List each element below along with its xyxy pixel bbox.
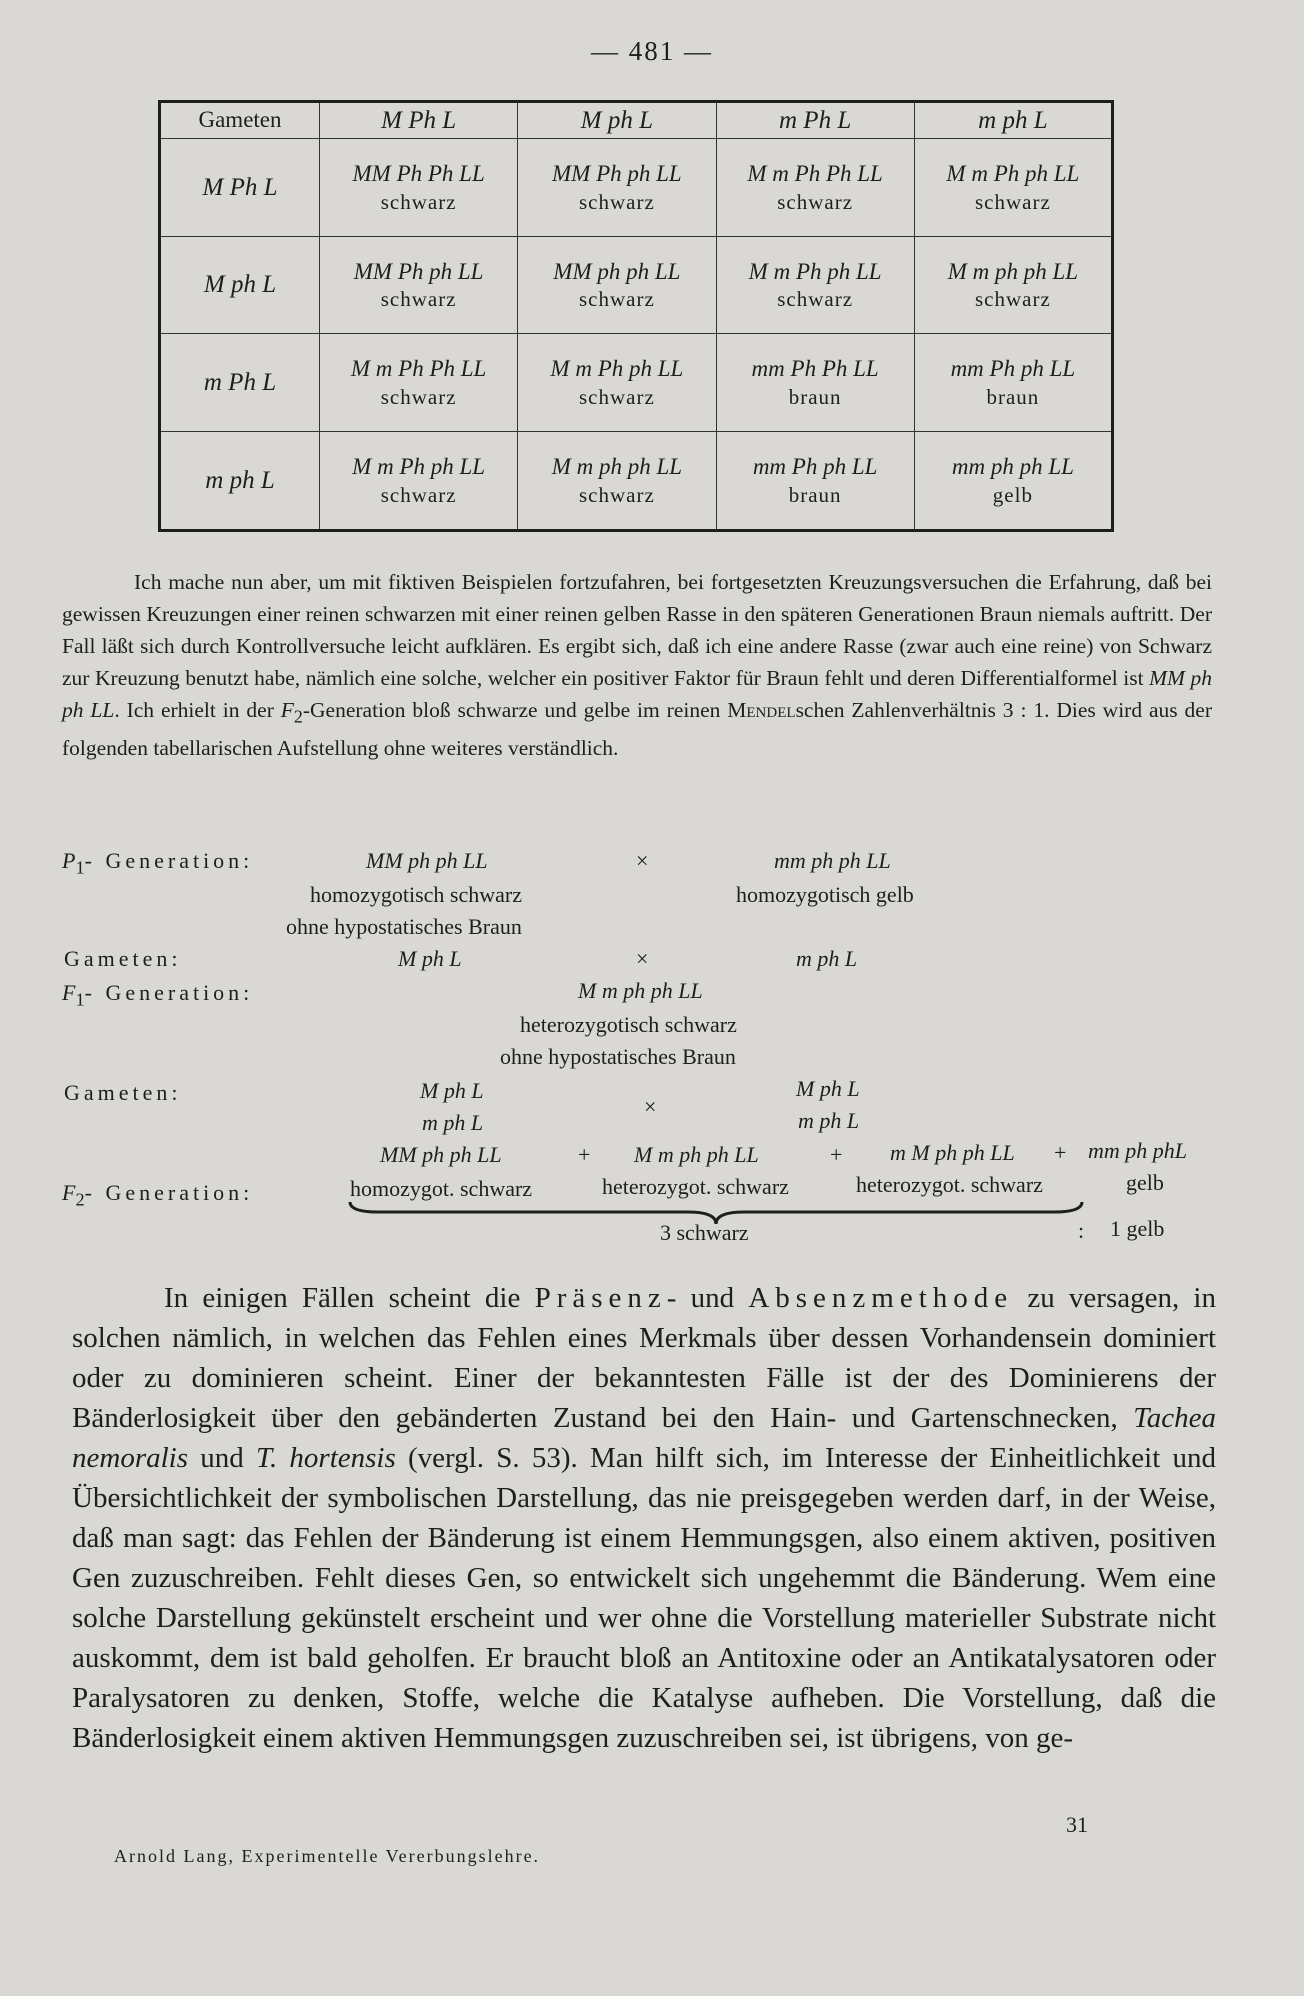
f2-description-2: heterozygot. schwarz <box>602 1174 789 1199</box>
ratio-black: 3 schwarz <box>660 1220 749 1245</box>
label-text: - Generation: <box>84 980 254 1005</box>
author-name: Mendel <box>727 698 796 722</box>
plus-sign: + <box>578 1142 591 1167</box>
table-cell <box>518 334 716 432</box>
signature-mark: 31 <box>1066 1812 1088 1837</box>
row-gamete: m ph L <box>160 431 320 530</box>
genotype-formula: MM ph ph LL <box>553 258 681 284</box>
text-run: (vergl. S. 53). Man hilft sich, im Interesse der Einheitlichkeit und Übersichtlichkeit der symbolischen Darstellung, das nie preisgegeben werden darf, in der Weise, daß man sagt: das Fehlen der Bänderung ist einem Hemmungsgen, also einem aktiven, positiven Gen zuzuschreiben. Fehlt dieses Gen, so entwickelt sich ungehemmt die Bänderung. Wem eine solche Darstellung gekünstelt erscheint und wer ohne die Vorstellung materieller Substrate nicht auskommt, dem ist bald geholfen. Er braucht bloß an Antitoxine oder an Antikatalysatoren oder Paralysatoren zu denken, Stoffe, welche die Katalyse aufheben. Die Vorstellung, daß die Bänderlosigkeit einem aktiven Hemmungsgen zuzuschreiben sei, ist übrigens, von ge- <box>72 1442 1216 1754</box>
gamete-right: m ph L <box>796 946 858 971</box>
generation-symbol: F <box>280 698 294 722</box>
times-sign: × <box>636 848 649 873</box>
footer-title: Arnold Lang, Experimentelle Vererbungslehre. <box>114 1846 541 1866</box>
phenotype-color: schwarz <box>578 482 655 507</box>
generation-symbol: P <box>62 848 76 873</box>
f2-formula-1: MM ph ph LL <box>380 1142 502 1167</box>
table-cell <box>914 236 1112 334</box>
p1-right-description: homozygotisch gelb <box>736 882 914 907</box>
table-cell <box>518 139 716 237</box>
phenotype-color: schwarz <box>380 482 457 507</box>
label-text: - Generation: <box>84 848 254 873</box>
phenotype-color: braun <box>788 384 842 409</box>
table-cell <box>914 431 1112 530</box>
f2-generation-label <box>62 1180 253 1210</box>
f2-formula-2: M m ph ph LL <box>634 1142 759 1167</box>
page-number: — 481 — <box>591 36 713 66</box>
genotype-formula: mm Ph Ph LL <box>751 356 879 382</box>
generation-symbol: F <box>62 980 76 1005</box>
row-gamete: m Ph L <box>160 334 320 432</box>
text-run: und <box>188 1442 256 1474</box>
table-cell <box>320 431 518 530</box>
formula: MM ph ph LL <box>62 666 1212 722</box>
f1-formula: M m ph ph LL <box>578 978 703 1003</box>
generation-symbol: F <box>62 1180 76 1205</box>
phenotype-color: braun <box>788 482 842 507</box>
plus-sign: + <box>830 1142 843 1167</box>
text-run: Ich mache nun aber, um mit fiktiven Beispielen fortzufahren, bei fortgesetzten Kreuzungsversuchen die Erfahrung, daß bei gewissen Kreuzungen einer reinen schwarzen mit einer reinen gelben Rasse in den späteren Generationen Braun niemals auftritt. Der Fall läßt sich durch Kontrollversuche leicht aufklären. Es ergibt sich, daß ich eine andere Rasse (zwar auch eine reine) von Schwarz zur Kreuzung benutzt habe, nämlich eine solche, welcher ein positiver Faktor für Braun fehlt und deren Differentialformel ist <box>62 570 1212 690</box>
emphasized-term: Präsenz <box>534 1282 667 1314</box>
row-gamete: M Ph L <box>160 139 320 237</box>
text-run: schen Zahlenverhältnis 3 : 1. Dies wird aus der folgenden tabellarischen Aufstellung ohne weiteres verständlich. <box>62 698 1212 761</box>
table-cell <box>320 236 518 334</box>
p1-right-formula: mm ph ph LL <box>774 848 891 873</box>
table-cell <box>914 139 1112 237</box>
gameten-label: Gameten: <box>64 946 182 971</box>
species-name: Tachea nemoralis <box>72 1402 1216 1474</box>
genotype-formula: M m Ph ph LL <box>550 356 684 382</box>
genotype-formula: M m Ph Ph LL <box>747 161 883 186</box>
table-cell <box>518 431 716 530</box>
text-run: zu versagen, in solchen nämlich, in welchen das Fehlen eines Merkmals über dessen Vorhandensein dominiert oder zu dominieren scheint. Einer der bekanntesten Fälle ist der des Dominierens der Bänderlosigkeit über den gebänderten Zustand bei den Hain- und Gartenschnecken, <box>72 1282 1216 1434</box>
label-text: - Generation: <box>84 1180 254 1205</box>
f2-description-4: gelb <box>1126 1170 1164 1195</box>
gamete-left-top: M ph L <box>420 1078 484 1103</box>
paragraph-explanation <box>62 566 1212 764</box>
f1-description-2: ohne hypostatisches Braun <box>500 1044 736 1069</box>
f2-description-1: homozygot. schwarz <box>350 1176 533 1201</box>
column-gamete: m Ph L <box>716 102 914 139</box>
p1-left-description: homozygotisch schwarz <box>310 882 522 907</box>
phenotype-color: schwarz <box>578 287 655 312</box>
table-row <box>160 139 1113 237</box>
phenotype-color: gelb <box>992 482 1033 507</box>
genotype-formula: MM Ph ph LL <box>353 258 484 284</box>
phenotype-color: schwarz <box>974 287 1051 312</box>
genotype-formula: MM Ph ph LL <box>552 161 682 186</box>
table-row <box>160 236 1113 334</box>
emphasized-term: Absenzmethode <box>748 1282 1014 1314</box>
genotype-formula: M m ph ph LL <box>947 258 1079 284</box>
table-row <box>160 431 1113 530</box>
genotype-formula: M m ph ph LL <box>551 453 683 479</box>
column-gamete: m ph L <box>914 102 1112 139</box>
plus-sign: + <box>1054 1140 1067 1165</box>
table-cell <box>914 334 1112 432</box>
f2-formula-4: mm ph phL <box>1088 1138 1188 1163</box>
p1-left-description-2: ohne hypostatisches Braun <box>286 914 522 939</box>
phenotype-color: braun <box>986 384 1040 409</box>
phenotype-color: schwarz <box>777 287 854 312</box>
genotype-formula: MM Ph Ph LL <box>352 161 485 186</box>
column-gamete: M ph L <box>518 102 716 139</box>
table-cell <box>716 139 914 237</box>
gamete-left-bottom: m ph L <box>422 1110 484 1135</box>
text-run: . Ich erhielt in der <box>114 698 281 722</box>
generation-subscript: 2 <box>75 1189 85 1210</box>
genotype-formula: M m Ph ph LL <box>352 453 486 479</box>
phenotype-color: schwarz <box>578 189 655 214</box>
phenotype-color: schwarz <box>777 189 854 214</box>
species-name: T. hortensis <box>255 1442 396 1474</box>
ratio-colon: : <box>1078 1218 1085 1243</box>
table-cell <box>716 236 914 334</box>
ratio-yellow: 1 gelb <box>1110 1216 1165 1241</box>
p1-left-formula: MM ph ph LL <box>366 848 488 873</box>
genotype-formula: M m Ph ph LL <box>748 258 882 284</box>
table-row <box>160 334 1113 432</box>
curly-brace <box>348 1200 1084 1226</box>
times-sign: × <box>644 1094 657 1119</box>
gamete-right-top: M ph L <box>796 1076 860 1101</box>
phenotype-color: schwarz <box>578 384 655 409</box>
table-cell <box>320 139 518 237</box>
table-cell <box>518 236 716 334</box>
f1-description: heterozygotisch schwarz <box>520 1012 737 1037</box>
genotype-formula: M m Ph Ph LL <box>350 356 487 382</box>
f1-generation-label <box>62 980 253 1010</box>
table-header-row <box>160 102 1113 139</box>
table-cell <box>716 431 914 530</box>
text-run: - und <box>666 1282 749 1314</box>
column-gamete: M Ph L <box>320 102 518 139</box>
phenotype-color: schwarz <box>380 287 457 312</box>
phenotype-color: schwarz <box>974 189 1051 214</box>
row-gamete: M ph L <box>160 236 320 334</box>
text-run: In einigen Fällen scheint die <box>164 1282 535 1314</box>
generation-subscript: 1 <box>75 857 85 878</box>
p1-generation-label <box>62 848 253 878</box>
f2-formula-3: m M ph ph LL <box>890 1140 1015 1165</box>
table-corner-label: Gameten <box>160 102 320 139</box>
phenotype-color: schwarz <box>380 189 457 214</box>
generation-subscript: 2 <box>293 706 303 727</box>
genotype-formula: M m Ph ph LL <box>946 161 1080 186</box>
paragraph-presence-absence <box>72 1278 1216 1758</box>
phenotype-color: schwarz <box>380 384 457 409</box>
table-cell <box>716 334 914 432</box>
text-run: -Generation bloß schwarze und gelbe im reinen <box>302 698 728 722</box>
genotype-formula: mm Ph ph LL <box>950 356 1076 382</box>
gameten-label: Gameten: <box>64 1080 182 1105</box>
gamete-left: M ph L <box>398 946 462 971</box>
gamete-right-bottom: m ph L <box>798 1108 860 1133</box>
f2-description-3: heterozygot. schwarz <box>856 1172 1043 1197</box>
generation-subscript: 1 <box>75 989 85 1010</box>
genotype-formula: mm ph ph LL <box>951 453 1074 479</box>
punnett-square-table <box>158 100 1114 532</box>
table-cell <box>320 334 518 432</box>
times-sign: × <box>636 946 649 971</box>
genotype-formula: mm Ph ph LL <box>752 453 878 479</box>
